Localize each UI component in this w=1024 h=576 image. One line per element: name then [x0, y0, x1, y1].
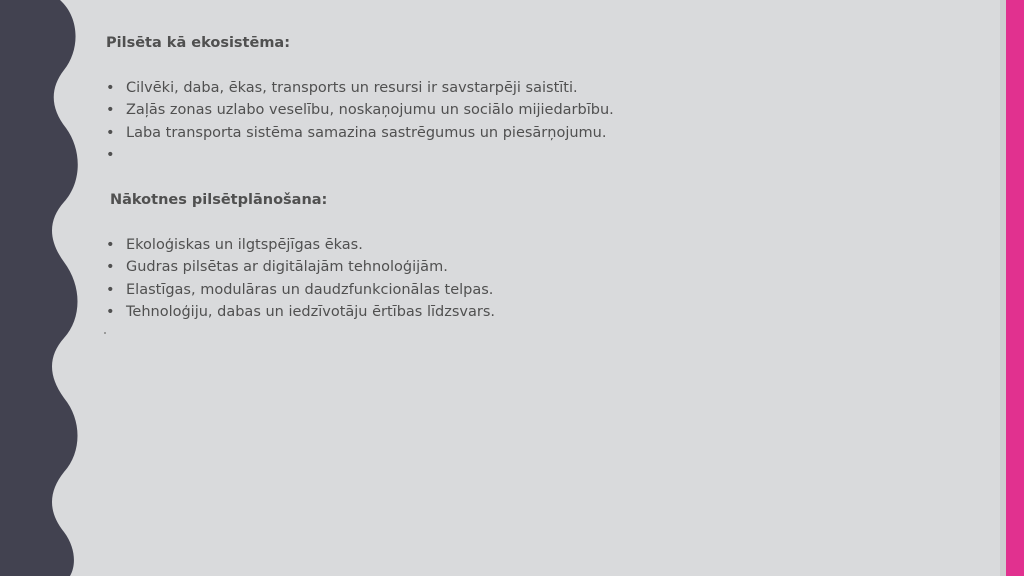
bullet-marker: • — [106, 147, 115, 163]
list-item — [106, 279, 986, 302]
list-item-text: Cilvēki, daba, ēkas, transports un resursi ir savstarpēji saistīti. — [126, 79, 578, 96]
wavy-side-panel-shape — [0, 0, 78, 576]
spacer — [106, 167, 986, 190]
list-item — [106, 234, 986, 257]
bullet-marker: • — [106, 102, 115, 118]
list-item-text: Elastīgas, modulāras un daudzfunkcionālas telpas. — [126, 281, 494, 298]
wavy-side-panel — [0, 0, 90, 576]
bullet-marker: • — [106, 304, 115, 320]
section-heading-city-ecosystem: Pilsēta kā ekosistēma: — [106, 35, 291, 51]
list-item — [106, 256, 986, 279]
list-item — [106, 77, 986, 100]
section-heading-future-planning: Nākotnes pilsētplānošana: — [110, 192, 328, 208]
stray-mark — [104, 332, 106, 334]
bullet-list-city-ecosystem — [106, 77, 986, 167]
list-item — [106, 99, 986, 122]
list-item-text: Laba transporta sistēma samazina sastrēgumus un piesārņojumu. — [126, 124, 607, 141]
bullet-marker: • — [106, 259, 115, 275]
slide-content — [106, 32, 986, 324]
spacer — [106, 211, 986, 234]
bullet-marker: • — [106, 124, 115, 141]
list-item-text: Ekoloģiskas un ilgtspējīgas ēkas. — [126, 236, 363, 253]
bullet-marker: • — [106, 236, 115, 253]
bullet-marker: • — [106, 281, 115, 298]
list-item-empty — [106, 144, 986, 167]
list-item-text: Gudras pilsētas ar digitālajām tehnoloģijām. — [126, 259, 448, 275]
list-item — [106, 301, 986, 324]
right-accent-bar — [1006, 0, 1024, 576]
bullet-marker: • — [106, 79, 115, 96]
list-item-text: Zaļās zonas uzlabo veselību, noskaņojumu un sociālo mijiedarbību. — [126, 102, 614, 118]
list-item-text: Tehnoloģiju, dabas un iedzīvotāju ērtības līdzsvars. — [126, 304, 495, 320]
list-item — [106, 122, 986, 145]
spacer — [106, 54, 986, 77]
bullet-list-future-planning — [106, 234, 986, 324]
